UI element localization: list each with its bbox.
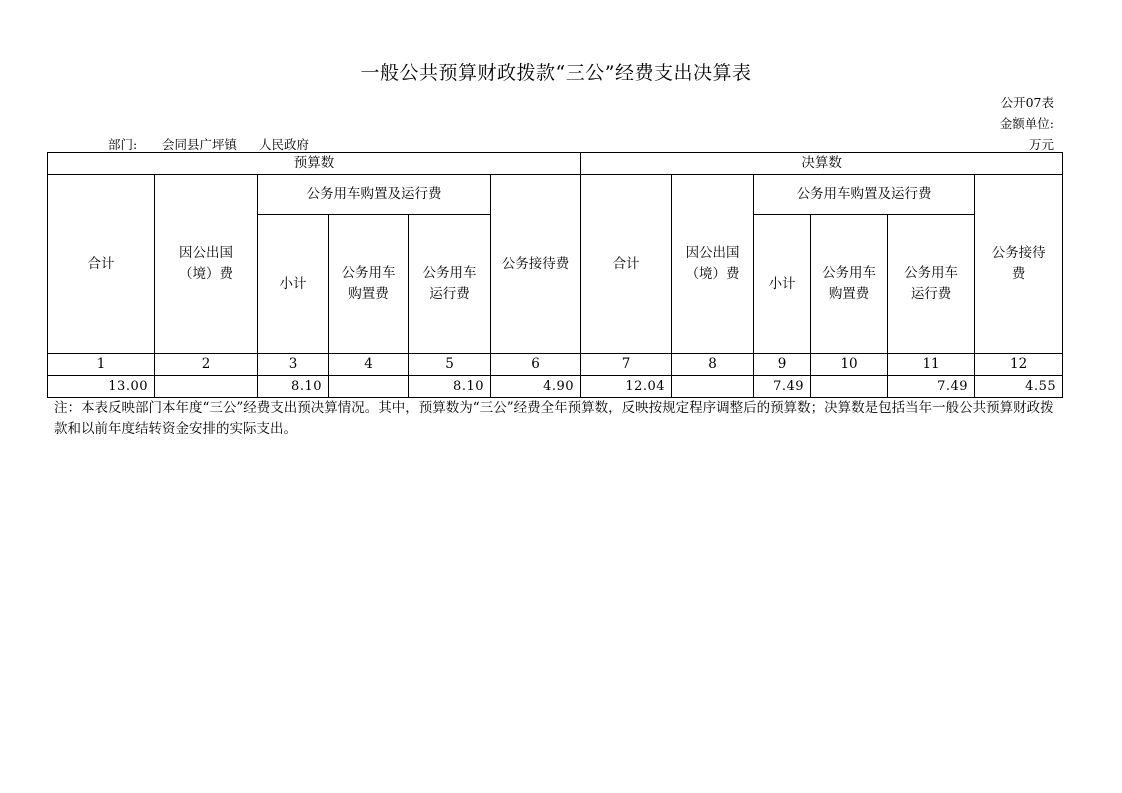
actual-reception-header: 公务接待费 <box>975 175 1063 354</box>
footnote: 注：本表反映部门本年度“三公”经费支出预决算情况。其中，预算数为“三公”经费全年预算数，反映按规定程序调整后的预算数；决算数是包括当年一般公共预算财政拨款和以前年度结转资金安排的实际支出。 <box>54 400 1054 437</box>
actual-vehicle-group-header: 公务用车购置及运行费 <box>754 175 975 215</box>
actual-total-value: 12.04 <box>581 376 672 398</box>
budget-abroad-value <box>155 376 258 398</box>
page-title: 一般公共预算财政拨款“三公”经费支出决算表 <box>360 62 752 84</box>
unit-value: 万元 <box>1028 137 1054 152</box>
actual-group-header: 决算数 <box>581 153 1063 175</box>
actual-abroad-header: 因公出国（境）费 <box>672 175 754 354</box>
department-label: 部门: <box>108 137 138 152</box>
budget-vehicle-purchase-header: 公务用车购置费 <box>329 215 409 354</box>
column-number: 2 <box>155 354 258 376</box>
budget-vehicle-subtotal-value: 8.10 <box>258 376 329 398</box>
actual-subtotal-header: 小计 <box>754 215 811 354</box>
budget-vehicle-operation-header: 公务用车运行费 <box>409 215 491 354</box>
column-number: 11 <box>888 354 975 376</box>
actual-vehicle-subtotal-value: 7.49 <box>754 376 811 398</box>
actual-total-header: 合计 <box>581 175 672 354</box>
column-number: 3 <box>258 354 329 376</box>
column-number: 1 <box>48 354 155 376</box>
column-number: 10 <box>811 354 888 376</box>
actual-vehicle-purchase-header: 公务用车购置费 <box>811 215 888 354</box>
department-value: 会同县广坪镇 人民政府 <box>162 137 309 152</box>
column-number: 7 <box>581 354 672 376</box>
actual-vehicle-purchase-value <box>811 376 888 398</box>
budget-subtotal-header: 小计 <box>258 215 329 354</box>
column-number: 6 <box>491 354 581 376</box>
budget-vehicle-purchase-value <box>329 376 409 398</box>
budget-total-header: 合计 <box>48 175 155 354</box>
actual-reception-value: 4.55 <box>975 376 1063 398</box>
actual-abroad-value <box>672 376 754 398</box>
column-number: 12 <box>975 354 1063 376</box>
column-number: 4 <box>329 354 409 376</box>
column-number: 5 <box>409 354 491 376</box>
budget-reception-value: 4.90 <box>491 376 581 398</box>
budget-vehicle-operation-value: 8.10 <box>409 376 491 398</box>
budget-vehicle-group-header: 公务用车购置及运行费 <box>258 175 491 215</box>
expense-table <box>47 152 1063 398</box>
budget-abroad-header: 因公出国（境）费 <box>155 175 258 354</box>
budget-total-value: 13.00 <box>48 376 155 398</box>
budget-reception-header: 公务接待费 <box>491 175 581 354</box>
actual-vehicle-operation-header: 公务用车运行费 <box>888 215 975 354</box>
unit-label: 金额单位: <box>999 116 1054 131</box>
form-code: 公开07表 <box>1000 95 1054 110</box>
budget-group-header: 预算数 <box>48 153 581 175</box>
column-number: 9 <box>754 354 811 376</box>
actual-vehicle-operation-value: 7.49 <box>888 376 975 398</box>
column-number: 8 <box>672 354 754 376</box>
